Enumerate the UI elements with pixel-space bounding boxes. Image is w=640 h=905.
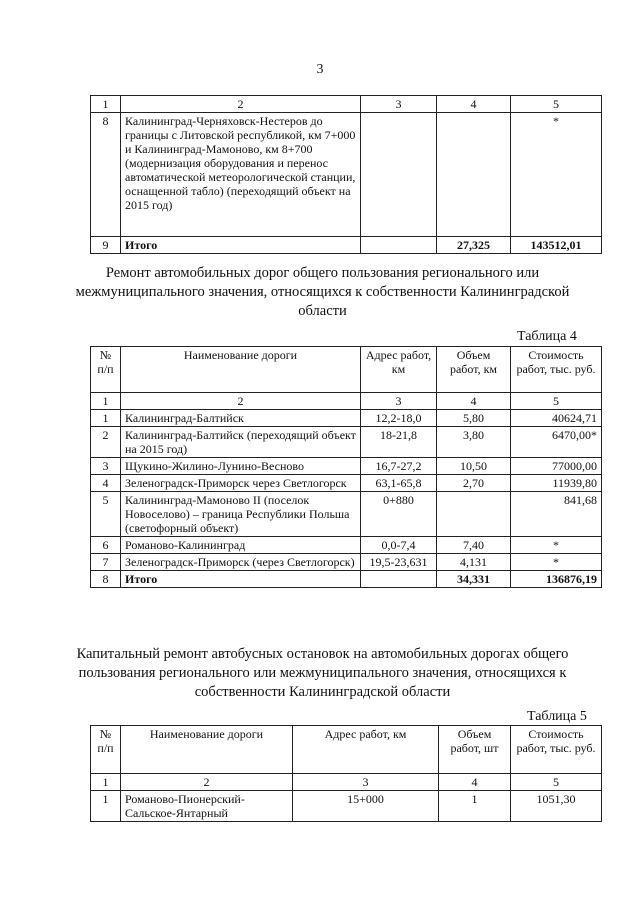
header-cell: № п/п	[91, 347, 121, 393]
col-number: 3	[361, 393, 437, 410]
work-address: 63,1-65,8	[361, 475, 437, 492]
col-number: 2	[121, 774, 293, 791]
col-number: 4	[439, 774, 511, 791]
work-cost: 1051,30	[511, 791, 602, 822]
road-name: Романово-Калининград	[121, 537, 361, 554]
col-number: 4	[437, 393, 511, 410]
road-name: Калининград-Черняховск-Нестеров до границы с Литовской республикой, км 7+000 и Калининград-Мамоново, км 8+700 (модернизация оборудования и перенос автоматической метеорологической станции, оснащенной табло) (переходящий объект на 2015 год)	[121, 113, 361, 237]
road-repair-table	[90, 346, 602, 588]
work-address	[361, 237, 437, 254]
table-header-row	[91, 347, 602, 393]
row-number: 9	[91, 237, 121, 254]
header-cell: Наименование дороги	[121, 347, 361, 393]
col-number: 4	[437, 96, 511, 113]
work-volume: 3,80	[437, 427, 511, 458]
total-volume: 27,325	[437, 237, 511, 254]
total-label: Итого	[121, 237, 361, 254]
work-volume	[437, 492, 511, 537]
work-address: 0,0-7,4	[361, 537, 437, 554]
work-cost: *	[511, 554, 602, 571]
header-cell: Объем работ, км	[437, 347, 511, 393]
work-address: 12,2-18,0	[361, 410, 437, 427]
total-cost: 143512,01	[511, 237, 602, 254]
col-number: 2	[121, 393, 361, 410]
col-number: 1	[91, 393, 121, 410]
total-label: Итого	[121, 571, 361, 588]
work-volume: 2,70	[437, 475, 511, 492]
header-cell: Адрес работ, км	[293, 726, 439, 774]
work-cost: 6470,00*	[511, 427, 602, 458]
road-name: Зеленоградск-Приморск через Светлогорск	[121, 475, 361, 492]
col-number: 3	[361, 96, 437, 113]
col-number: 5	[511, 96, 602, 113]
row-number: 1	[91, 410, 121, 427]
col-number: 5	[511, 393, 602, 410]
work-cost: *	[511, 537, 602, 554]
work-address: 19,5-23,631	[361, 554, 437, 571]
table-row	[91, 427, 602, 458]
row-number: 3	[91, 458, 121, 475]
work-volume: 10,50	[437, 458, 511, 475]
row-number: 4	[91, 475, 121, 492]
work-address	[361, 113, 437, 237]
section-heading: Ремонт автомобильных дорог общего пользования регионального или межмуниципального значения, относящихся к собственности Калининградской области	[75, 265, 570, 319]
work-volume: 5,80	[437, 410, 511, 427]
column-numbers-row	[91, 393, 602, 410]
table-header-row	[91, 726, 602, 774]
table-row	[91, 475, 602, 492]
table-row	[91, 537, 602, 554]
work-address	[361, 571, 437, 588]
work-address: 18-21,8	[361, 427, 437, 458]
work-address: 15+000	[293, 791, 439, 822]
row-number: 8	[91, 113, 121, 237]
column-numbers-row	[91, 96, 602, 113]
header-cell: Адрес работ, км	[361, 347, 437, 393]
bus-stop-repair-table	[90, 725, 602, 822]
header-cell: Стоимость работ, тыс. руб.	[511, 347, 602, 393]
header-cell: № п/п	[91, 726, 121, 774]
row-number: 5	[91, 492, 121, 537]
work-cost: 40624,71	[511, 410, 602, 427]
table-row	[91, 791, 602, 822]
section-heading: Капитальный ремонт автобусных остановок на автомобильных дорогах общего пользования регионального или межмуниципального значения, относящихся к собственности Калининградской области	[76, 646, 569, 700]
work-volume: 7,40	[437, 537, 511, 554]
work-volume: 1	[439, 791, 511, 822]
row-number: 7	[91, 554, 121, 571]
row-number: 8	[91, 571, 121, 588]
table-row	[91, 492, 602, 537]
col-number: 1	[91, 774, 121, 791]
total-row	[91, 237, 602, 254]
column-numbers-row	[91, 774, 602, 791]
road-name: Калининград-Мамоново II (поселок Новоселово) – граница Республики Польша (светофорный объект)	[121, 492, 361, 537]
road-name: Зеленоградск-Приморск (через Светлогорск)	[121, 554, 361, 571]
work-volume: 4,131	[437, 554, 511, 571]
row-number: 6	[91, 537, 121, 554]
page-number: 3	[316, 62, 324, 77]
road-name: Щукино-Жилино-Лунино-Весново	[121, 458, 361, 475]
total-cost: 136876,19	[511, 571, 602, 588]
col-number: 5	[511, 774, 602, 791]
header-cell: Объем работ, шт	[439, 726, 511, 774]
col-number: 1	[91, 96, 121, 113]
work-cost: 11939,80	[511, 475, 602, 492]
continuation-table	[90, 95, 602, 254]
work-cost: 77000,00	[511, 458, 602, 475]
row-number: 2	[91, 427, 121, 458]
header-cell: Наименование дороги	[121, 726, 293, 774]
work-address: 0+880	[361, 492, 437, 537]
table-label: Таблица 4	[517, 329, 577, 344]
table-label: Таблица 5	[527, 709, 587, 724]
work-cost: 841,68	[511, 492, 602, 537]
header-cell: Стоимость работ, тыс. руб.	[511, 726, 602, 774]
col-number: 2	[121, 96, 361, 113]
table-row	[91, 554, 602, 571]
col-number: 3	[293, 774, 439, 791]
row-number: 1	[91, 791, 121, 822]
table-row	[91, 458, 602, 475]
table-row	[91, 410, 602, 427]
work-address: 16,7-27,2	[361, 458, 437, 475]
work-volume	[437, 113, 511, 237]
road-name: Калининград-Балтийск (переходящий объект на 2015 год)	[121, 427, 361, 458]
table-row	[91, 113, 602, 237]
road-name: Калининград-Балтийск	[121, 410, 361, 427]
total-row	[91, 571, 602, 588]
total-volume: 34,331	[437, 571, 511, 588]
road-name: Романово-Пионерский-Сальское-Янтарный	[121, 791, 293, 822]
work-cost: *	[511, 113, 602, 237]
